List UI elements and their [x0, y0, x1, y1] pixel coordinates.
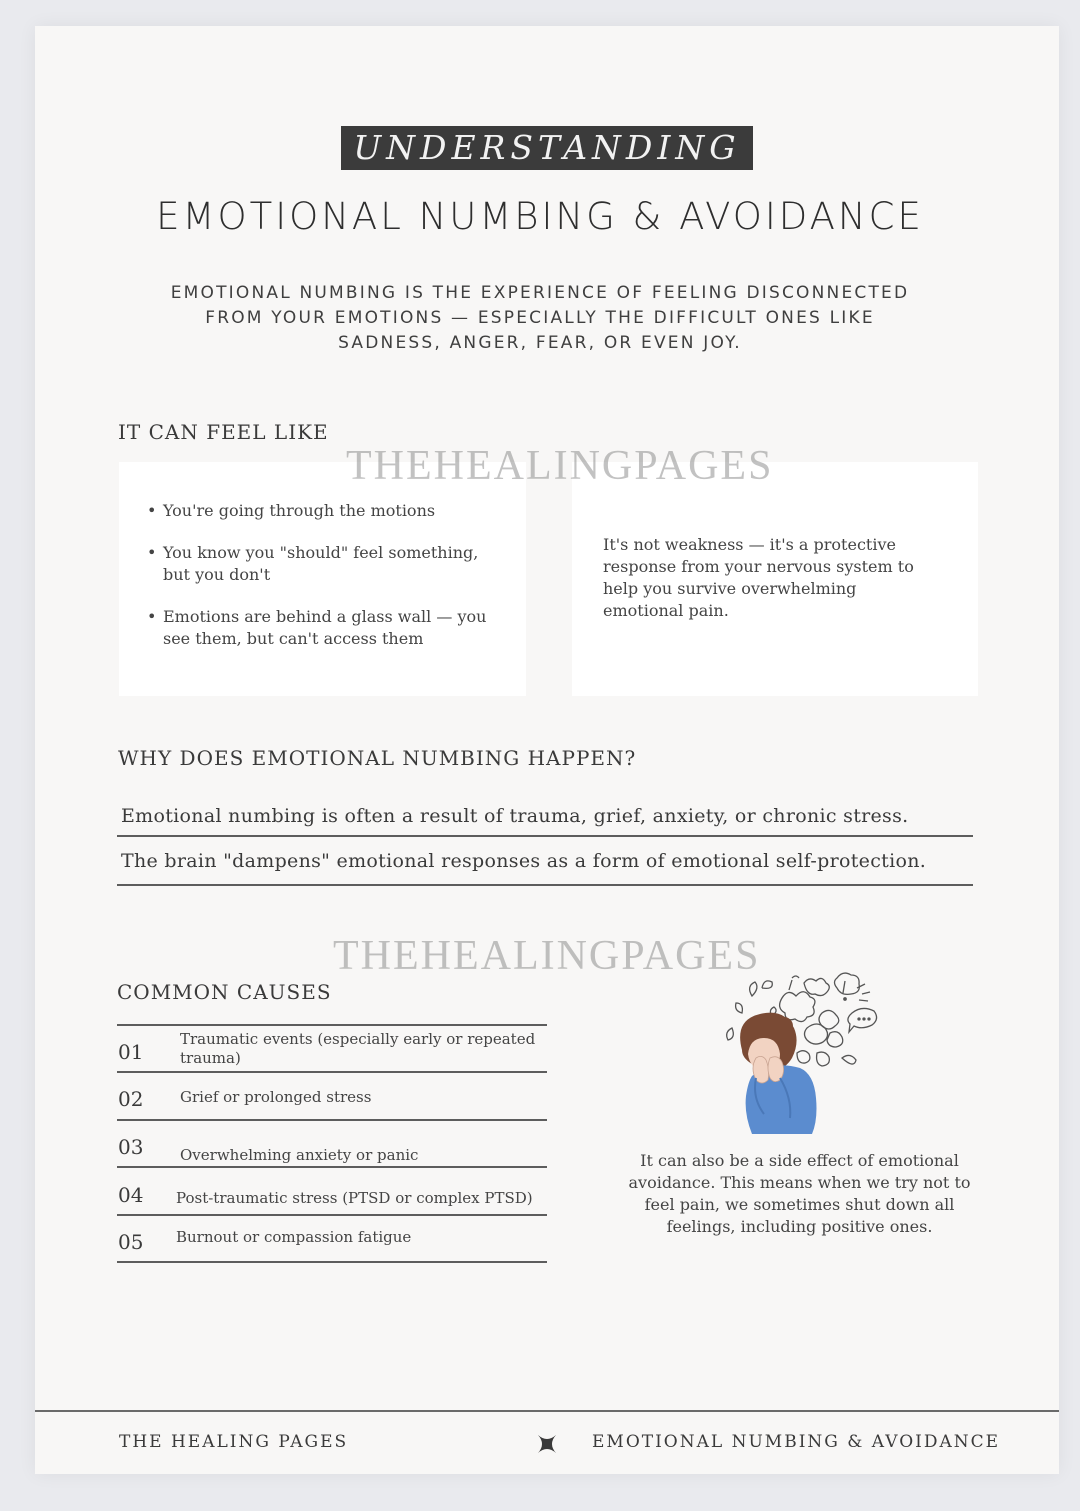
- footer-brand: THE HEALING PAGES: [119, 1432, 349, 1452]
- hair-bun: [775, 1017, 793, 1035]
- cause-text: Traumatic events (especially early or repeated trauma): [180, 1030, 536, 1067]
- list-item: • You know you "should" feel something, but you don't: [147, 542, 507, 586]
- protective-note: It's not weakness — it's a protective response from your nervous system to help you survive overwhelming emotional pain.: [603, 535, 914, 620]
- feel-like-list: [147, 500, 507, 650]
- cause-number: 03: [118, 1135, 144, 1159]
- cause-number: 05: [118, 1230, 144, 1254]
- why-heading: WHY DOES EMOTIONAL NUMBING HAPPEN?: [118, 746, 637, 770]
- page-title: EMOTIONAL NUMBING & AVOIDANCE: [156, 195, 924, 238]
- intro-line: FROM YOUR EMOTIONS — ESPECIALLY THE DIFFICULT ONES LIKE: [205, 308, 875, 328]
- list-item: • Emotions are behind a glass wall — you see them, but can't access them: [147, 606, 507, 650]
- divider: [117, 1024, 547, 1026]
- note-card: [572, 462, 978, 696]
- footer-divider: [35, 1410, 1059, 1412]
- watermark-text: THEHEALINGPAGES: [346, 443, 774, 489]
- cause-number: 04: [118, 1183, 144, 1207]
- why-line: Emotional numbing is often a result of trauma, grief, anxiety, or chronic stress.: [121, 805, 909, 827]
- cause-number: 01: [118, 1040, 144, 1064]
- footer-topic: EMOTIONAL NUMBING & AVOIDANCE: [592, 1432, 1001, 1452]
- cause-text: Post-traumatic stress (PTSD or complex PTSD): [176, 1189, 533, 1207]
- sparkle-icon: [535, 1432, 559, 1456]
- feel-like-card: [119, 462, 526, 696]
- cause-text: Burnout or compassion fatigue: [176, 1228, 412, 1246]
- watermark-text: THEHEALINGPAGES: [333, 933, 761, 979]
- overwhelmed-woman-illustration: [712, 958, 887, 1138]
- feel-like-heading: IT CAN FEEL LIKE: [118, 420, 329, 444]
- divider: [117, 1166, 547, 1168]
- intro-text: [0, 281, 1080, 356]
- cause-text: Grief or prolonged stress: [180, 1088, 372, 1106]
- divider: [117, 1214, 547, 1216]
- right-hand: [768, 1057, 784, 1082]
- why-line: The brain "dampens" emotional responses as a form of emotional self-protection.: [121, 850, 927, 872]
- divider: [117, 884, 973, 886]
- cause-text: Overwhelming anxiety or panic: [180, 1146, 419, 1164]
- kicker-label: UNDERSTANDING: [341, 126, 753, 170]
- causes-heading: COMMON CAUSES: [117, 980, 332, 1004]
- intro-line: SADNESS, ANGER, FEAR, OR EVEN JOY.: [338, 333, 742, 353]
- avoidance-note: It can also be a side effect of emotional avoidance. This means when we try not to feel pain, we sometimes shut down all feelings, including positive ones.: [628, 1151, 971, 1236]
- divider: [117, 1119, 547, 1121]
- divider: [117, 835, 973, 837]
- cause-number: 02: [118, 1087, 144, 1111]
- divider: [117, 1261, 547, 1263]
- intro-line: EMOTIONAL NUMBING IS THE EXPERIENCE OF FEELING DISCONNECTED: [170, 283, 910, 303]
- divider: [117, 1071, 547, 1073]
- list-item: • You're going through the motions: [147, 500, 507, 522]
